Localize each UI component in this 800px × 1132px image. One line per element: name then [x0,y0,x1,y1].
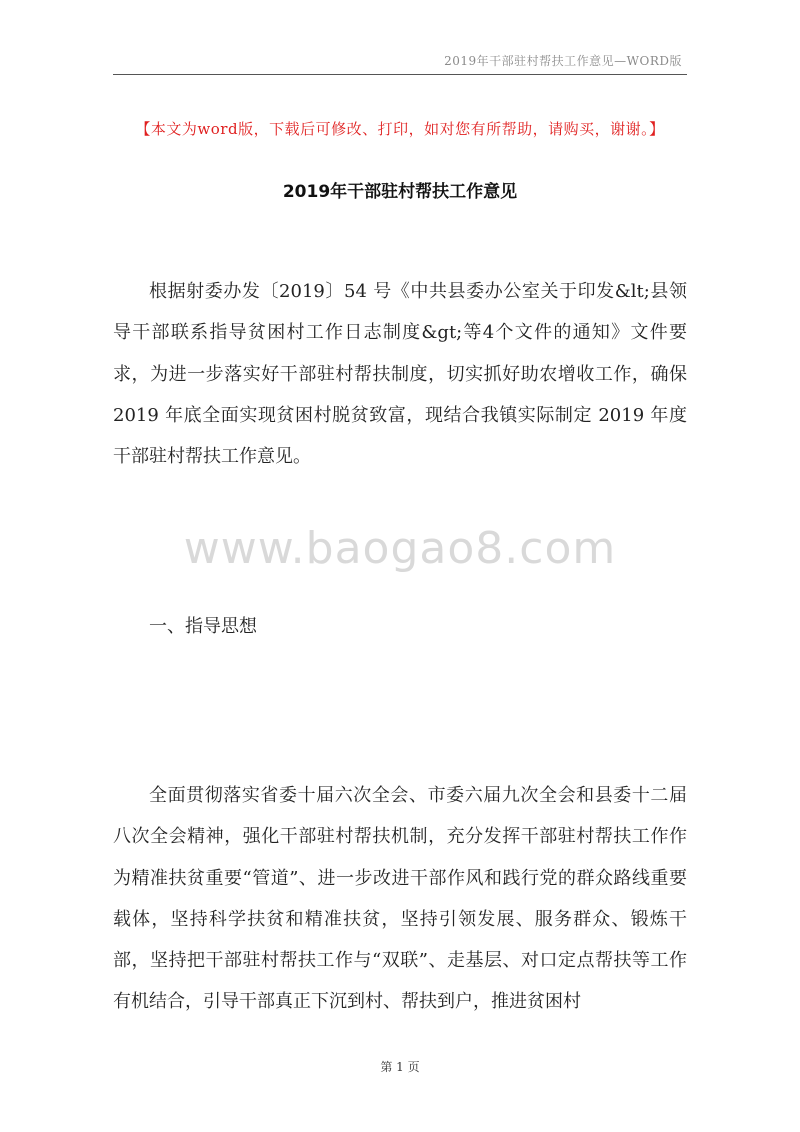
body-paragraph-intro: 根据射委办发〔2019〕54 号《中共县委办公室关于印发&lt;县领导干部联系指导贫困村工作日志制度&gt;等4个文件的通知》文件要求，为进一步落实好干部驻村帮扶制度，切实抓好助农增收工作，确保 2019 年底全面实现贫困村脱贫致富，现结合我镇实际制定 2019 年度干部驻村帮扶工作意见。 [113,281,687,468]
body-paragraph-guiding-thought: 全面贯彻落实省委十届六次全会、市委六届九次全会和县委十二届八次全会精神，强化干部驻村帮扶机制，充分发挥干部驻村帮扶工作作为精准扶贫重要“管道”、进一步改进干部作风和践行党的群众路线重要载体，坚持科学扶贫和精准扶贫，坚持引领发展、服务群众、锻炼干部，坚持把干部驻村帮扶工作与“双联”、走基层、对口定点帮扶等工作有机结合，引导干部真正下沉到村、帮扶到户，推进贫困村 [113,785,687,1013]
document-title: 2019年干部驻村帮扶工作意见 [282,182,518,202]
section-heading-guiding-thought: 一、指导思想 [149,616,257,637]
purchase-notice: 【本文为word版，下载后可修改、打印，如对您有所帮助，请购买，谢谢。】 [135,120,665,138]
running-header: 2019年干部驻村帮扶工作意见—WORD版 [444,54,682,68]
page-number: 第 1 页 [380,1060,420,1074]
header-divider [113,74,687,75]
watermark: www.baogao8.com [183,523,617,574]
